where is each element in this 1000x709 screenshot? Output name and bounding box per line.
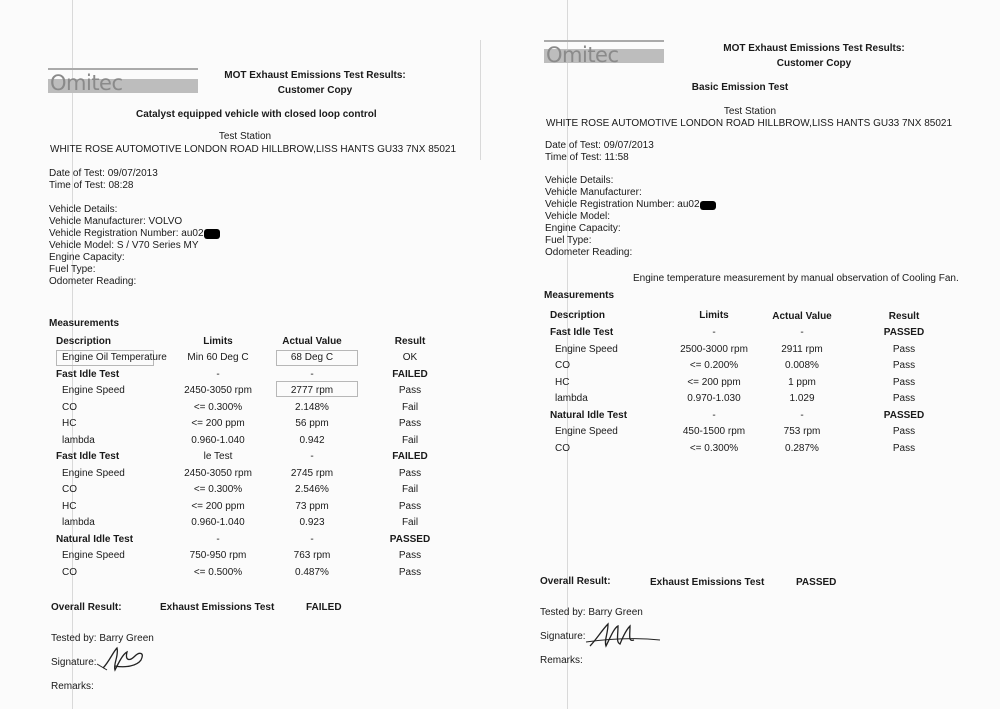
row-limits: -	[216, 368, 220, 380]
row-limits: <= 0.300%	[193, 401, 243, 413]
report-title: MOT Exhaust Emissions Test Results:	[224, 70, 406, 81]
row-actual: 753 rpm	[783, 426, 821, 437]
row-description: Engine Speed	[62, 550, 125, 561]
row-result: Fail	[401, 434, 419, 446]
column-header-limits: Limits	[203, 336, 233, 347]
station-address: WHITE ROSE AUTOMOTIVE LONDON ROAD HILLBROW,LISS HANTS GU33 7NX 85021	[50, 144, 457, 155]
row-actual: 1.029	[789, 393, 815, 404]
engine-capacity: Engine Capacity:	[545, 223, 621, 234]
engine-capacity: Engine Capacity:	[49, 252, 125, 263]
row-result: Pass	[398, 500, 422, 512]
row-description: HC	[62, 500, 77, 512]
row-result: OK	[402, 352, 418, 363]
row-limits: 0.960-1.040	[191, 434, 245, 446]
row-limits: 2450-3050 rpm	[184, 467, 252, 479]
overall-result-test: Exhaust Emissions Test	[160, 602, 275, 613]
measurements-heading: Measurements	[544, 290, 615, 301]
row-description: HC	[62, 418, 77, 429]
row-description: Engine Oil Temperature	[62, 352, 167, 363]
row-limits: <= 0.200%	[689, 360, 739, 371]
row-description: CO	[62, 401, 77, 413]
row-limits: <= 200 ppm	[191, 500, 245, 512]
fuel-type: Fuel Type:	[49, 264, 96, 275]
row-description: Natural Idle Test	[56, 533, 134, 545]
signature-label: Signature:	[540, 631, 586, 642]
row-description: Fast Idle Test	[56, 368, 120, 380]
row-description: HC	[555, 376, 570, 388]
row-description: CO	[555, 442, 570, 454]
test-type: Basic Emission Test	[691, 82, 789, 93]
row-limits: 2450-3050 rpm	[184, 385, 252, 396]
row-description: Engine Speed	[555, 426, 618, 437]
row-description: Engine Speed	[555, 343, 618, 355]
row-result: PASSED	[389, 533, 431, 545]
vehicle-details-label: Vehicle Details:	[545, 175, 614, 186]
row-limits: <= 0.300%	[689, 442, 739, 454]
column-header-description: Description	[56, 336, 112, 347]
row-limits: 0.970-1.030	[687, 393, 741, 404]
row-result: Pass	[398, 385, 422, 396]
row-actual: 2911 rpm	[781, 343, 823, 355]
engine-temp-note: Engine temperature measurement by manual observation of Cooling Fan.	[633, 273, 959, 284]
station-address: WHITE ROSE AUTOMOTIVE LONDON ROAD HILLBROW,LISS HANTS GU33 7NX 85021	[546, 118, 953, 129]
row-actual: 1 ppm	[788, 376, 816, 388]
row-limits: <= 0.300%	[193, 484, 243, 495]
row-result: Pass	[398, 550, 422, 561]
column-header-limits: Limits	[699, 310, 729, 321]
row-result: Pass	[892, 360, 916, 371]
row-actual: 2777 rpm	[290, 385, 334, 396]
vehicle-model: Vehicle Model:	[545, 211, 611, 222]
row-actual: 56 ppm	[295, 418, 329, 429]
row-actual: -	[310, 533, 314, 545]
row-description: Engine Speed	[62, 385, 125, 396]
row-actual: 0.923	[299, 517, 325, 528]
vehicle-manufacturer: Vehicle Manufacturer: VOLVO	[49, 216, 183, 227]
row-actual: 0.287%	[785, 442, 819, 454]
overall-result-test: Exhaust Emissions Test	[650, 577, 765, 588]
overall-result-value: FAILED	[306, 602, 342, 613]
overall-result-value: PASSED	[796, 577, 837, 588]
row-description: lambda	[62, 517, 95, 528]
date-of-test: Date of Test: 09/07/2013	[545, 140, 654, 151]
column-header-actual: Actual Value	[282, 336, 342, 347]
column-header-result: Result	[888, 311, 920, 322]
row-result: Pass	[892, 442, 916, 454]
fuel-type: Fuel Type:	[545, 235, 592, 246]
row-description: CO	[555, 360, 570, 371]
row-actual: -	[310, 451, 314, 462]
row-result: Pass	[892, 393, 916, 404]
row-actual: 73 ppm	[295, 500, 329, 512]
row-result: Pass	[892, 426, 916, 437]
row-actual: 2745 rpm	[290, 467, 334, 479]
redaction-mark	[204, 229, 220, 239]
row-actual: -	[310, 368, 314, 380]
scan-artifact-line	[480, 40, 481, 160]
report-title: MOT Exhaust Emissions Test Results:	[723, 43, 905, 54]
row-limits: <= 0.500%	[193, 566, 243, 578]
odometer-reading: Odometer Reading:	[545, 247, 633, 258]
overall-result-label: Overall Result:	[51, 602, 122, 613]
row-description: Fast Idle Test	[550, 327, 614, 338]
vehicle-manufacturer: Vehicle Manufacturer:	[545, 187, 642, 198]
remarks-label: Remarks:	[540, 655, 583, 666]
station-label: Test Station	[723, 106, 777, 117]
row-actual: 0.487%	[295, 566, 329, 578]
row-description: lambda	[62, 434, 95, 446]
row-description: Fast Idle Test	[56, 451, 120, 462]
row-description: CO	[62, 566, 77, 578]
redaction-mark	[700, 201, 716, 210]
column-header-result: Result	[394, 336, 426, 347]
omitec-logo: Omitec	[50, 71, 123, 95]
row-result: Fail	[401, 517, 419, 528]
row-description: Natural Idle Test	[550, 409, 628, 421]
measurements-heading: Measurements	[49, 318, 120, 329]
row-limits: -	[712, 409, 716, 421]
row-limits: Min 60 Deg C	[187, 352, 249, 363]
vehicle-details-label: Vehicle Details:	[49, 204, 118, 215]
remarks-label: Remarks:	[51, 681, 94, 692]
row-result: PASSED	[883, 409, 925, 421]
right-report-page	[500, 0, 1000, 709]
row-actual: 2.148%	[295, 401, 329, 413]
vehicle-registration: Vehicle Registration Number: au02	[49, 228, 204, 239]
row-description: Engine Speed	[62, 467, 125, 479]
row-limits: 0.960-1.040	[191, 517, 245, 528]
column-header-description: Description	[550, 310, 606, 321]
test-type: Catalyst equipped vehicle with closed loop control	[136, 109, 377, 120]
row-result: FAILED	[392, 451, 428, 462]
row-actual: 0.008%	[785, 360, 819, 371]
row-result: Pass	[398, 418, 422, 429]
handwritten-signature	[584, 620, 664, 650]
tested-by: Tested by: Barry Green	[540, 607, 643, 618]
row-description: CO	[62, 484, 77, 495]
report-subtitle: Customer Copy	[776, 58, 852, 69]
time-of-test: Time of Test: 08:28	[49, 180, 134, 191]
logo-rule	[48, 68, 198, 70]
row-limits: -	[712, 327, 716, 338]
row-limits: <= 200 ppm	[687, 376, 741, 388]
tested-by: Tested by: Barry Green	[51, 633, 154, 644]
report-subtitle: Customer Copy	[277, 85, 353, 96]
logo-rule	[544, 40, 664, 42]
row-actual: 0.942	[299, 434, 325, 446]
omitec-logo: Omitec	[546, 43, 619, 67]
row-result: Fail	[401, 401, 419, 413]
row-limits: -	[216, 533, 220, 545]
row-result: Pass	[892, 376, 916, 388]
row-actual: -	[800, 327, 804, 338]
station-label: Test Station	[218, 131, 272, 142]
row-result: Pass	[892, 343, 916, 355]
time-of-test: Time of Test: 11:58	[545, 152, 629, 163]
row-result: Pass	[398, 566, 422, 578]
row-limits: 450-1500 rpm	[682, 426, 746, 437]
row-result: Fail	[401, 484, 419, 495]
date-of-test: Date of Test: 09/07/2013	[49, 168, 158, 179]
handwritten-signature	[95, 644, 155, 674]
row-limits: 750-950 rpm	[189, 550, 247, 561]
signature-label: Signature:	[51, 657, 97, 668]
row-limits: le Test	[203, 451, 233, 462]
row-actual: 68 Deg C	[290, 352, 334, 363]
vehicle-registration: Vehicle Registration Number: au02	[545, 199, 700, 210]
overall-result-label: Overall Result:	[540, 576, 611, 587]
column-header-actual: Actual Value	[772, 311, 832, 322]
row-limits: 2500-3000 rpm	[680, 343, 748, 355]
vehicle-model: Vehicle Model: S / V70 Series MY	[49, 240, 199, 251]
row-actual: 763 rpm	[293, 550, 331, 561]
row-actual: 2.546%	[295, 484, 329, 495]
odometer-reading: Odometer Reading:	[49, 276, 137, 287]
row-limits: <= 200 ppm	[191, 418, 245, 429]
row-result: Pass	[398, 467, 422, 479]
row-description: lambda	[555, 393, 588, 404]
row-result: FAILED	[392, 368, 428, 380]
row-actual: -	[800, 409, 804, 421]
row-result: PASSED	[883, 327, 925, 338]
